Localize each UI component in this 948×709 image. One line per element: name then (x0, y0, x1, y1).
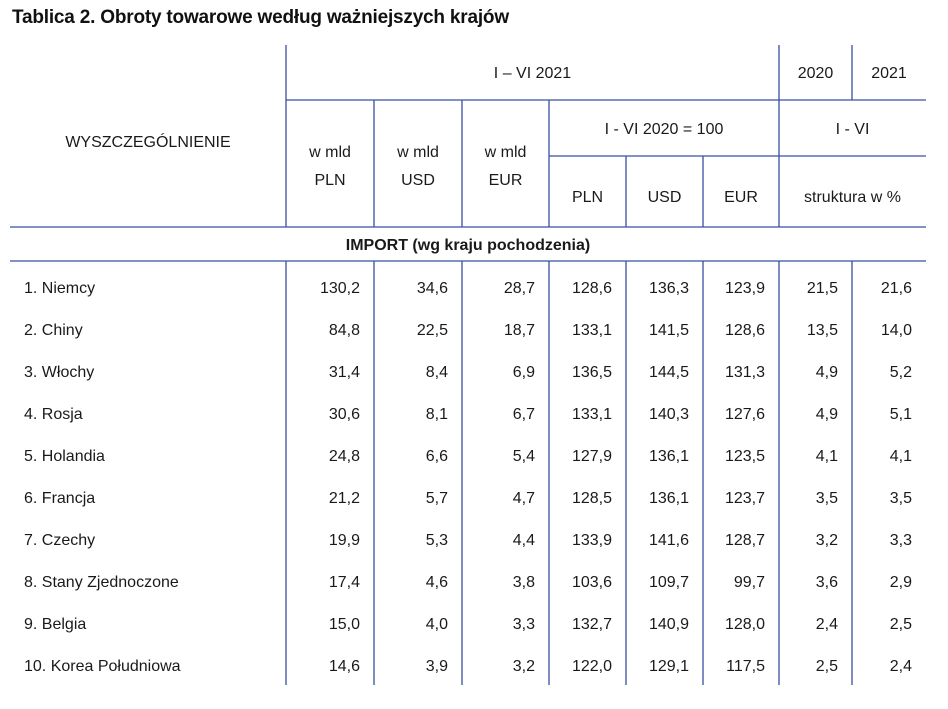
row-value-cell: 130,2 (319, 280, 360, 297)
row-value-cell: 3,5 (815, 490, 838, 507)
row-country-name: 1. Niemcy (24, 280, 96, 297)
row-value-cell: 3,2 (512, 658, 535, 675)
row-value-cell: 131,3 (724, 364, 765, 381)
header-pln-line2: PLN (314, 172, 346, 189)
row-value-cell: 6,6 (425, 448, 448, 465)
row-value-cell: 136,5 (571, 364, 612, 381)
row-value-cell: 4,9 (815, 406, 838, 423)
row-country-name: 3. Włochy (24, 364, 95, 381)
row-value-cell: 3,8 (512, 574, 535, 591)
row-value-cell: 123,5 (724, 448, 765, 465)
header-index-pln: PLN (571, 189, 604, 206)
row-value-cell: 5,3 (425, 532, 448, 549)
row-value-cell: 128,0 (724, 616, 765, 633)
row-value-cell: 140,9 (648, 616, 689, 633)
header-usd-line2: USD (401, 172, 435, 189)
row-country-name: 5. Holandia (24, 448, 105, 465)
row-value-cell: 109,7 (648, 574, 689, 591)
row-value-cell: 14,0 (880, 322, 912, 339)
row-value-cell: 122,0 (571, 658, 612, 675)
row-value-cell: 15,0 (328, 616, 360, 633)
row-value-cell: 4,1 (815, 448, 838, 465)
row-value-cell: 31,4 (328, 364, 360, 381)
row-value-cell: 3,9 (425, 658, 448, 675)
row-value-cell: 2,4 (889, 658, 912, 675)
row-value-cell: 136,3 (648, 280, 689, 297)
row-value-cell: 117,5 (726, 658, 765, 675)
row-value-cell: 5,7 (425, 490, 448, 507)
row-value-cell: 5,1 (889, 406, 912, 423)
header-year-2021: 2021 (871, 65, 907, 82)
row-value-cell: 3,6 (815, 574, 838, 591)
row-value-cell: 24,8 (328, 448, 360, 465)
section-import-label: IMPORT (wg kraju pochodzenia) (345, 237, 591, 254)
header-eur-line2: EUR (488, 172, 523, 189)
header-structure-label: struktura w % (804, 189, 901, 206)
row-value-cell: 5,4 (512, 448, 535, 465)
row-country-name: 6. Francja (24, 490, 96, 507)
row-value-cell: 141,5 (648, 322, 689, 339)
header-period-main: I – VI 2021 (493, 65, 572, 82)
row-value-cell: 21,5 (806, 280, 838, 297)
row-value-cell: 21,2 (328, 490, 360, 507)
row-value-cell: 4,4 (512, 532, 535, 549)
row-value-cell: 21,6 (880, 280, 912, 297)
row-value-cell: 128,5 (571, 490, 612, 507)
row-value-cell: 140,3 (648, 406, 689, 423)
row-value-cell: 30,6 (328, 406, 360, 423)
header-structure-period: I - VI (835, 121, 870, 138)
row-value-cell: 132,7 (571, 616, 612, 633)
row-value-cell: 17,4 (328, 574, 360, 591)
row-country-name: 7. Czechy (24, 532, 96, 549)
row-value-cell: 84,8 (328, 322, 360, 339)
row-value-cell: 2,5 (815, 658, 838, 675)
row-value-cell: 6,7 (512, 406, 535, 423)
row-country-name: 2. Chiny (24, 322, 83, 339)
row-value-cell: 22,5 (416, 322, 448, 339)
row-value-cell: 103,6 (571, 574, 612, 591)
row-value-cell: 3,2 (815, 532, 838, 549)
row-value-cell: 34,6 (416, 280, 448, 297)
row-value-cell: 128,6 (724, 322, 765, 339)
row-value-cell: 133,9 (571, 532, 612, 549)
header-index-label: I - VI 2020 = 100 (604, 121, 724, 138)
row-value-cell: 141,6 (648, 532, 689, 549)
row-value-cell: 129,1 (648, 658, 689, 675)
row-value-cell: 136,1 (648, 448, 689, 465)
row-value-cell: 2,4 (815, 616, 838, 633)
header-pln-line1: w mld (309, 144, 351, 161)
row-value-cell: 2,9 (889, 574, 912, 591)
row-value-cell: 123,9 (724, 280, 765, 297)
row-value-cell: 133,1 (571, 406, 612, 423)
row-value-cell: 8,1 (425, 406, 448, 423)
row-value-cell: 3,3 (512, 616, 535, 633)
header-index-usd: USD (647, 189, 682, 206)
row-value-cell: 6,9 (512, 364, 535, 381)
row-value-cell: 4,9 (815, 364, 838, 381)
header-year-2020: 2020 (797, 65, 834, 82)
row-country-name: 4. Rosja (24, 406, 83, 423)
row-value-cell: 14,6 (328, 658, 360, 675)
row-value-cell: 99,7 (733, 574, 765, 591)
row-country-name: 10. Korea Południowa (24, 658, 181, 675)
row-value-cell: 2,5 (889, 616, 912, 633)
row-country-name: 8. Stany Zjednoczone (24, 574, 179, 591)
row-value-cell: 127,6 (724, 406, 765, 423)
table-title: Tablica 2. Obroty towarowe według ważniejszych krajów (12, 7, 509, 28)
row-value-cell: 4,0 (425, 616, 448, 633)
row-value-cell: 144,5 (648, 364, 689, 381)
row-value-cell: 28,7 (503, 280, 535, 297)
row-value-cell: 4,7 (512, 490, 535, 507)
row-value-cell: 133,1 (571, 322, 612, 339)
row-value-cell: 3,5 (889, 490, 912, 507)
header-eur-line1: w mld (484, 144, 527, 161)
header-usd-line1: w mld (397, 144, 439, 161)
row-value-cell: 4,6 (425, 574, 448, 591)
row-value-cell: 3,3 (889, 532, 912, 549)
row-value-cell: 127,9 (571, 448, 612, 465)
row-value-cell: 13,5 (806, 322, 838, 339)
row-value-cell: 4,1 (889, 448, 912, 465)
row-value-cell: 8,4 (425, 364, 448, 381)
row-value-cell: 19,9 (328, 532, 360, 549)
row-value-cell: 136,1 (648, 490, 689, 507)
row-value-cell: 128,6 (571, 280, 612, 297)
row-country-name: 9. Belgia (24, 616, 87, 633)
header-row-label: WYSZCZEGÓLNIENIE (65, 134, 231, 151)
row-value-cell: 5,2 (889, 364, 912, 381)
header-index-eur: EUR (724, 189, 758, 206)
row-value-cell: 18,7 (503, 322, 535, 339)
row-value-cell: 123,7 (724, 490, 765, 507)
row-value-cell: 128,7 (724, 532, 765, 549)
